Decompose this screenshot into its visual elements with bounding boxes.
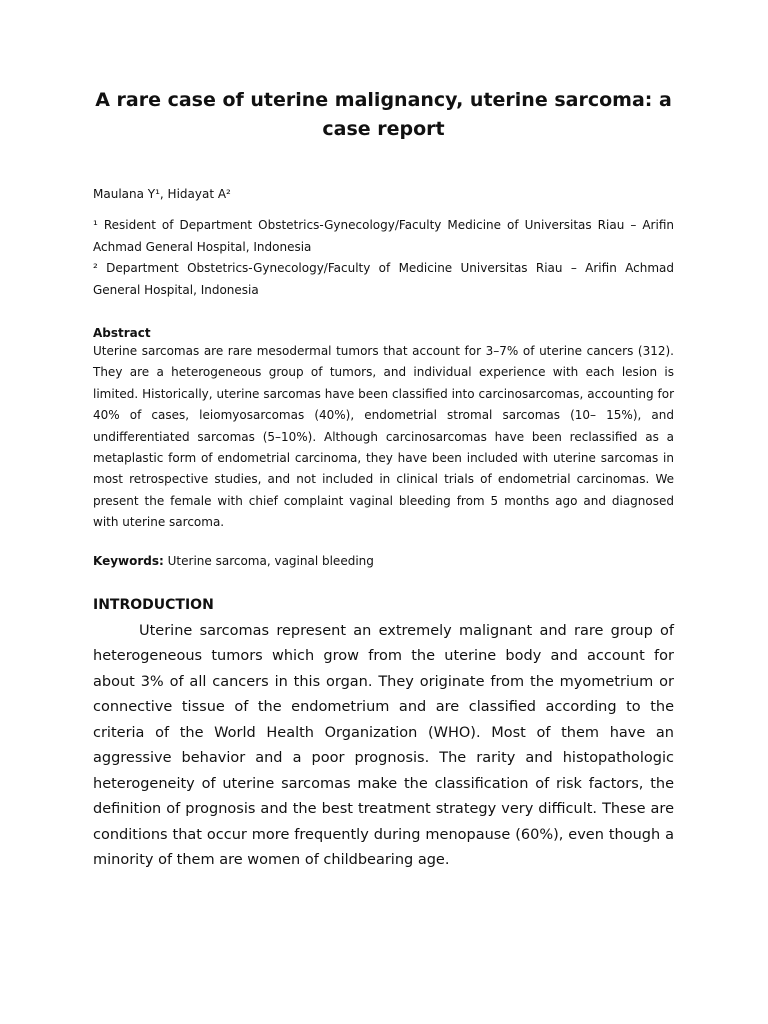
keywords-text: Uterine sarcoma, vaginal bleeding xyxy=(163,553,374,568)
affiliation-2: ² Department Obstetrics-Gynecology/Faculty of Medicine Universitas Riau – Arifin Achmad General Hospital, Indonesia xyxy=(93,261,674,297)
paper-page xyxy=(93,86,674,874)
abstract-text: Uterine sarcomas are rare mesodermal tumors that account for 3–7% of uterine cancers (312). They are a heterogeneous group of tumors, and individual experience with each lesion is limited. Historically, uterine sarcomas have been classified into carcinosarcomas, accounting for 40% of cases, leiomyosarcomas (40%), endometrial stromal sarcomas (10– 15%), and undifferentiated sarcomas (5–10%). Although carcinosarcomas have been reclassified as a metaplastic form of endometrial carcinoma, they have been included with uterine sarcomas in most retrospective studies, and not included in clinical trials of endometrial carcinomas. We present the female with chief complaint vaginal bleeding from 5 months ago and diagnosed with uterine sarcoma. xyxy=(93,344,674,530)
paper-title: A rare case of uterine malignancy, uterine sarcoma: a case report xyxy=(95,89,672,140)
affiliations xyxy=(93,215,674,301)
introduction-text: Uterine sarcomas represent an extremely malignant and rare group of heterogeneous tumors which grow from the uterine body and account for about 3% of all cancers in this organ. They originate from the myometrium or connective tissue of the endometrium and are classified according to the criteria of the World Health Organization (WHO). Most of them have an aggressive behavior and a poor prognosis. The rarity and histopathologic heterogeneity of uterine sarcomas make the classification of risk factors, the definition of prognosis and the best treatment strategy very difficult. These are conditions that occur more frequently during menopause (60%), even though a minority of them are women of childbearing age. xyxy=(93,622,674,869)
keywords-label: Keywords: xyxy=(93,553,164,568)
introduction-heading: INTRODUCTION xyxy=(93,596,214,613)
keywords-line xyxy=(93,553,674,569)
affiliation-1: ¹ Resident of Department Obstetrics-Gynecology/Faculty Medicine of Universitas Riau – Arifin Achmad General Hospital, Indonesia xyxy=(93,218,674,254)
abstract-section xyxy=(93,325,674,534)
abstract-heading: Abstract xyxy=(93,326,151,340)
author-list: Maulana Y¹, Hidayat A² xyxy=(93,187,231,201)
